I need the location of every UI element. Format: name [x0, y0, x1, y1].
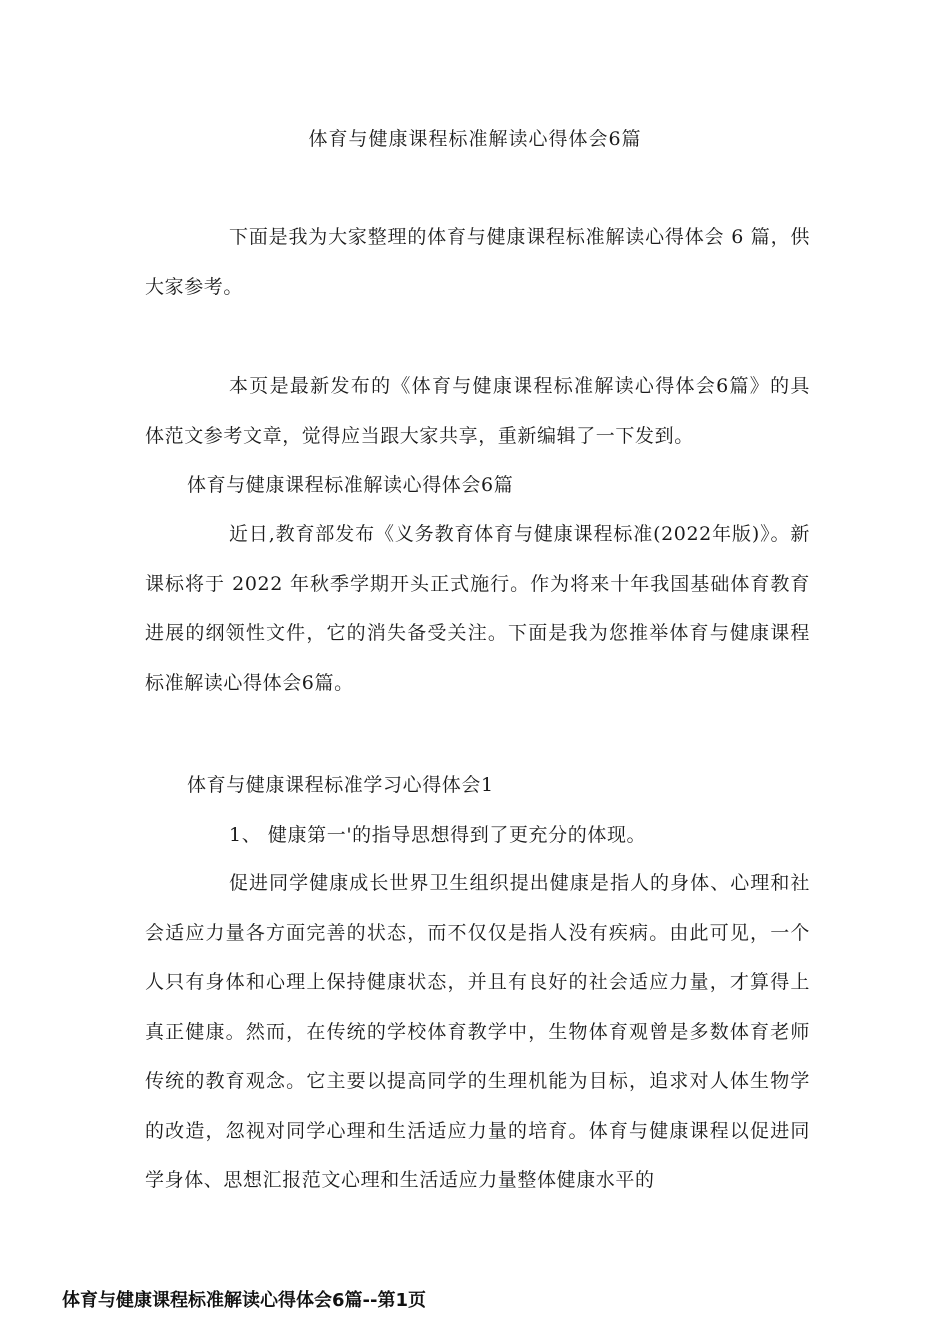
- page-footer: 体育与健康课程标准解读心得体会6篇--第1页: [62, 1290, 426, 1311]
- intro-paragraph: 下面是我为大家整理的体育与健康课程标准解读心得体会 6 篇，供大家参考。: [145, 226, 810, 298]
- news-paragraph: 近日,教育部发布《义务教育体育与健康课程标准(2022年版)》。新课标将于 2022 年秋季学期开头正式施行。作为将来十年我国基础体育教育进展的纲领性文件，它的消失备受关注。下面是我为您推举体育与健康课程标准解读心得体会6篇。: [145, 523, 810, 694]
- document-subtitle: 体育与健康课程标准解读心得体会6篇: [187, 474, 514, 496]
- section-heading: 体育与健康课程标准学习心得体会1: [187, 774, 494, 796]
- document-title: 体育与健康课程标准解读心得体会6篇: [308, 128, 642, 150]
- body-paragraph: 促进同学健康成长世界卫生组织提出健康是指人的身体、心理和社会适应力量各方面完善的状态，而不仅仅是指人没有疾病。由此可见，一个人只有身体和心理上保持健康状态，并且有良好的社会适应力量，才算得上真正健康。然而，在传统的学校体育教学中，生物体育观曾是多数体育老师传统的教育观念。它主要以提高同学的生理机能为目标，追求对人体生物学的改造，忽视对同学心理和生活适应力量的培育。体育与健康课程以促进同学身体、思想汇报范文心理和生活适应力量整体健康水平的: [145, 872, 810, 1191]
- point-1: 1、 健康第一'的指导思想得到了更充分的体现。: [229, 824, 647, 846]
- note-paragraph: 本页是最新发布的《体育与健康课程标准解读心得体会6篇》的具体范文参考文章，觉得应当跟大家共享，重新编辑了一下发到。: [145, 375, 810, 447]
